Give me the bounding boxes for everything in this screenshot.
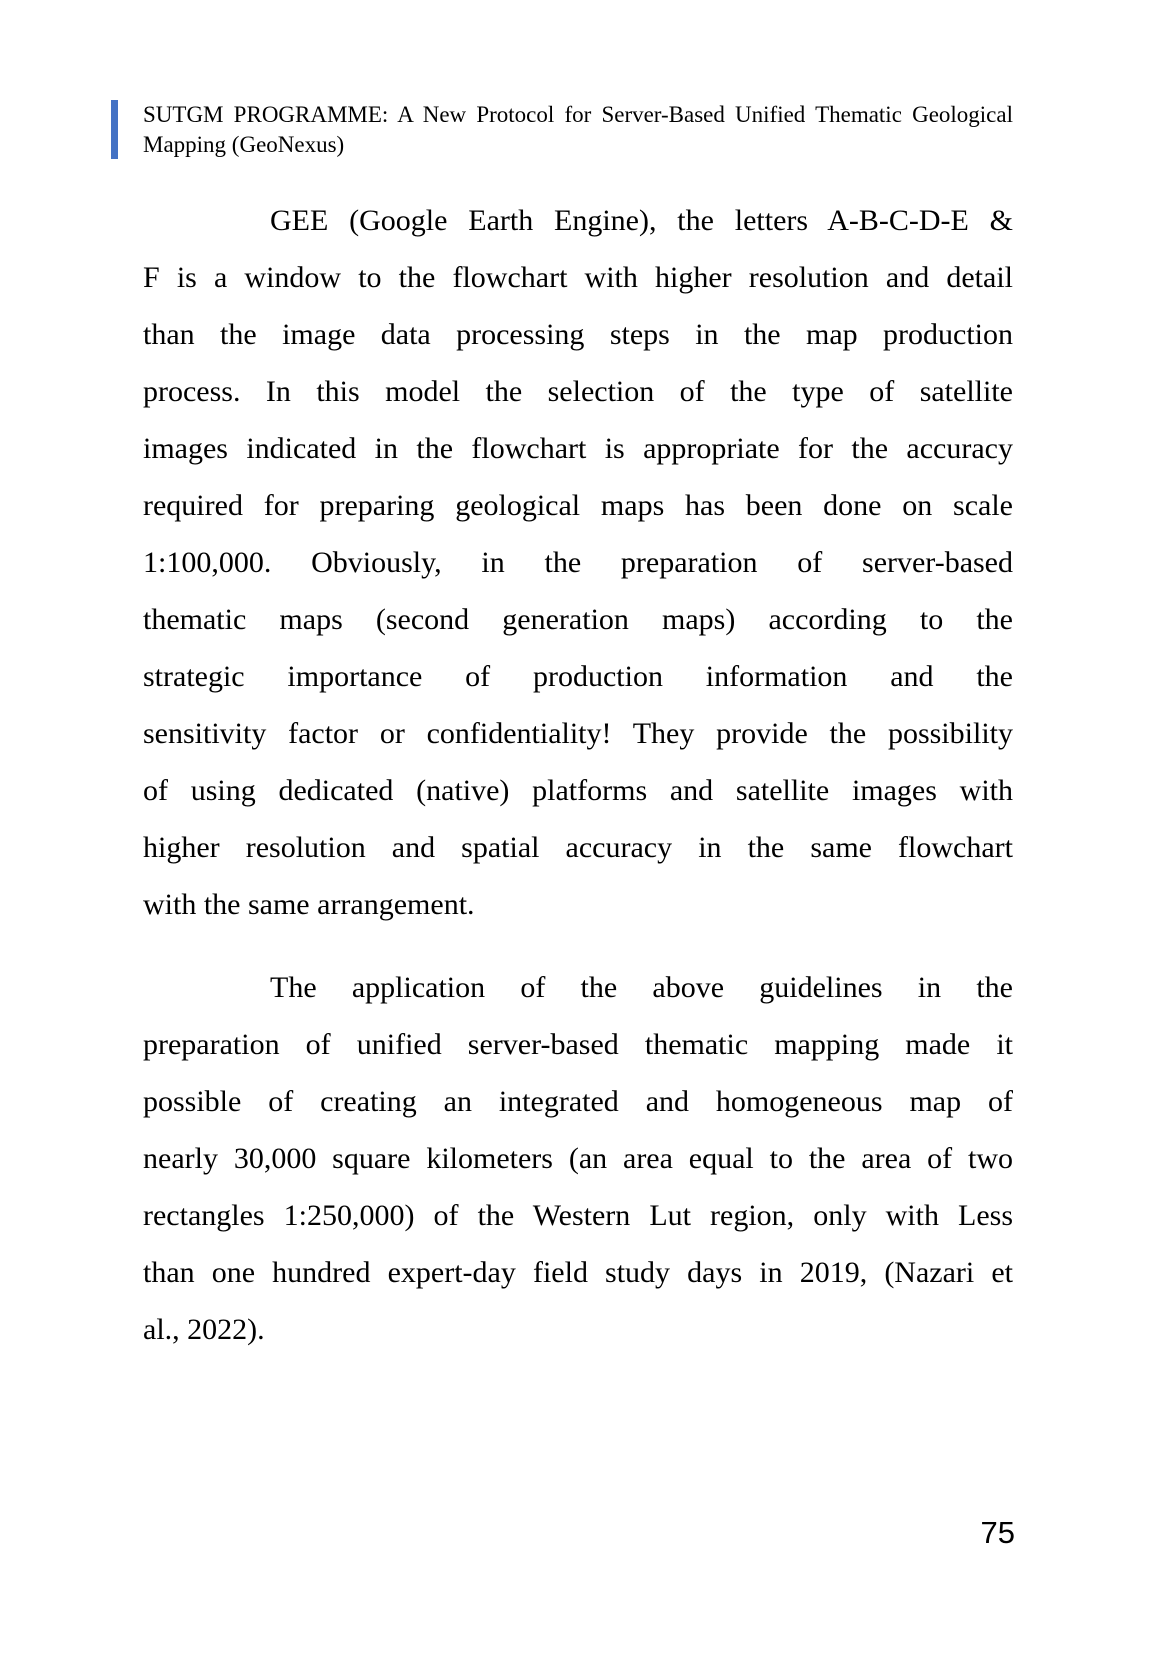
text-line: required for preparing geological maps has been done on scale — [143, 489, 1013, 522]
running-title-line: Mapping (GeoNexus) — [143, 131, 345, 157]
text-line: than one hundred expert-day field study days in 2019, (Nazari et — [143, 1256, 1013, 1289]
text-line: The application of the above guidelines in the — [270, 971, 1013, 1004]
text-line: than the image data processing steps in the map production — [143, 318, 1013, 351]
text-line: of using dedicated (native) platforms and satellite images with — [143, 774, 1013, 807]
text-line: rectangles 1:250,000) of the Western Lut region, only with Less — [143, 1199, 1013, 1232]
document-body — [143, 192, 1013, 1358]
text-line: with the same arrangement. — [143, 888, 475, 921]
running-title-line: SUTGM PROGRAMME: A New Protocol for Server-Based Unified Thematic Geological — [143, 102, 1013, 127]
text-line: GEE (Google Earth Engine), the letters A-B-C-D-E & — [270, 204, 1013, 237]
text-line: process. In this model the selection of the type of satellite — [143, 375, 1013, 408]
page-header — [111, 100, 1013, 159]
text-line: thematic maps (second generation maps) according to the — [143, 603, 1013, 636]
text-line: nearly 30,000 square kilometers (an area equal to the area of two — [143, 1142, 1013, 1175]
text-line: F is a window to the flowchart with higher resolution and detail — [143, 261, 1013, 294]
paragraph — [143, 959, 1013, 1358]
page-number: 75 — [980, 1515, 1015, 1550]
text-line: strategic importance of production information and the — [143, 660, 1013, 693]
text-line: possible of creating an integrated and homogeneous map of — [143, 1085, 1013, 1118]
text-line: images indicated in the flowchart is appropriate for the accuracy — [143, 432, 1013, 465]
paragraph — [143, 192, 1013, 933]
text-line: preparation of unified server-based thematic mapping made it — [143, 1028, 1013, 1061]
header-accent-bar — [111, 100, 118, 159]
running-title — [143, 100, 1013, 159]
text-line: 1:100,000. Obviously, in the preparation of server-based — [143, 546, 1013, 579]
text-line: sensitivity factor or confidentiality! They provide the possibility — [143, 717, 1013, 750]
text-line: higher resolution and spatial accuracy in the same flowchart — [143, 831, 1013, 864]
text-line: al., 2022). — [143, 1313, 265, 1346]
